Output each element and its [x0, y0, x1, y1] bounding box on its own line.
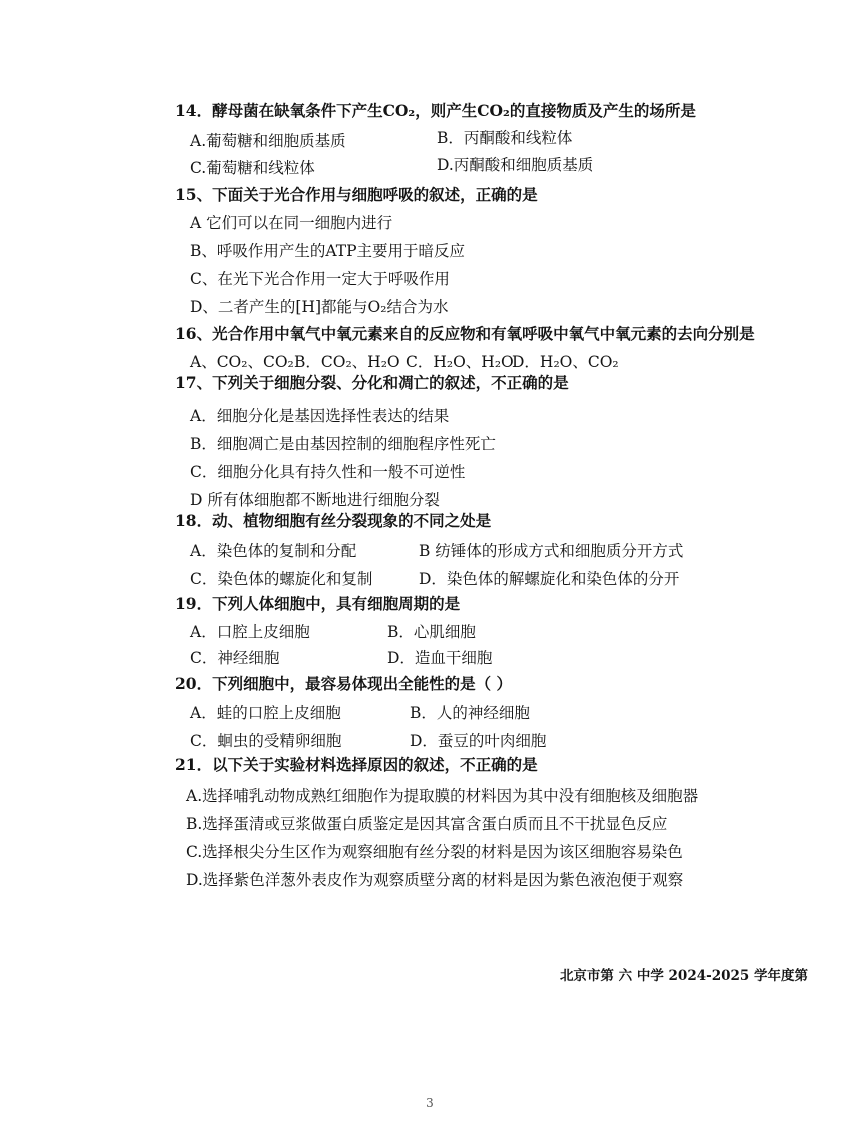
- question-16-option-c: C．H₂O、H₂O: [406, 353, 514, 371]
- question-20-option-a: A．蛙的口腔上皮细胞: [190, 704, 341, 722]
- question-21-stem: 21．以下关于实验材料选择原因的叙述，不正确的是: [175, 755, 538, 774]
- question-19-option-d: D．造血干细胞: [387, 649, 493, 667]
- question-16-stem: 16、光合作用中氧气中氧元素来自的反应物和有氧呼吸中氧气中氧元素的去向分别是: [175, 324, 755, 343]
- question-21-option-a: A.选择哺乳动物成熟红细胞作为提取膜的材料因为其中没有细胞核及细胞器: [186, 787, 699, 805]
- question-17-stem: 17、下列关于细胞分裂、分化和凋亡的叙述，不正确的是: [175, 373, 569, 392]
- question-19-option-b: B．心肌细胞: [387, 623, 476, 641]
- question-17-option-c: C．细胞分化具有持久性和一般不可逆性: [190, 463, 466, 481]
- question-16-option-a: A、CO₂、CO₂: [190, 353, 294, 371]
- question-18-stem: 18．动、植物细胞有丝分裂现象的不同之处是: [175, 511, 492, 530]
- question-16-option-d: D．H₂O、CO₂: [512, 353, 619, 371]
- page-number: 3: [426, 1096, 434, 1110]
- question-14-stem: 14．酵母菌在缺氧条件下产生CO₂，则产生CO₂的直接物质及产生的场所是: [175, 101, 696, 120]
- page-footer: 北京市第 六 中学 2024-2025 学年度第: [559, 968, 808, 984]
- question-17-option-d: D 所有体细胞都不断地进行细胞分裂: [190, 491, 440, 509]
- question-15-stem: 15、下面关于光合作用与细胞呼吸的叙述，正确的是: [175, 185, 538, 204]
- question-21-option-c: C.选择根尖分生区作为观察细胞有丝分裂的材料是因为该区细胞容易染色: [186, 843, 683, 861]
- question-17-option-b: B．细胞凋亡是由基因控制的细胞程序性死亡: [190, 435, 496, 453]
- question-20-option-b: B．人的神经细胞: [410, 704, 530, 722]
- question-16-option-b: B．CO₂、H₂O: [294, 353, 400, 371]
- question-14-option-d: D.丙酮酸和细胞质基质: [437, 156, 594, 174]
- question-18-option-a: A．染色体的复制和分配: [190, 542, 357, 560]
- question-14-option-b: B．丙酮酸和线粒体: [437, 129, 573, 147]
- question-15-option-d: D、二者产生的[H]都能与O₂结合为水: [190, 298, 449, 316]
- question-21-option-d: D.选择紫色洋葱外表皮作为观察质壁分离的材料是因为紫色液泡便于观察: [186, 871, 684, 889]
- question-15-option-c: C、在光下光合作用一定大于呼吸作用: [190, 270, 450, 288]
- question-19-stem: 19．下列人体细胞中，具有细胞周期的是: [175, 594, 461, 613]
- question-15-option-b: B、呼吸作用产生的ATP主要用于暗反应: [190, 242, 466, 260]
- question-15-option-a: A 它们可以在同一细胞内进行: [190, 214, 393, 232]
- question-14-option-a: A.葡萄糖和细胞质基质: [190, 132, 346, 150]
- question-17-option-a: A．细胞分化是基因选择性表达的结果: [190, 407, 450, 425]
- question-20-option-c: C．蛔虫的受精卵细胞: [190, 732, 342, 750]
- question-20-option-d: D．蚕豆的叶肉细胞: [410, 732, 547, 750]
- question-21-option-b: B.选择蛋清或豆浆做蛋白质鉴定是因其富含蛋白质而且不干扰显色反应: [186, 815, 668, 833]
- question-14-option-c: C.葡萄糖和线粒体: [190, 159, 315, 177]
- question-20-stem: 20．下列细胞中，最容易体现出全能性的是（ ）: [175, 674, 512, 693]
- question-18-option-c: C．染色体的螺旋化和复制: [190, 570, 373, 588]
- question-19-option-c: C．神经细胞: [190, 649, 280, 667]
- question-18-option-b: B 纺锤体的形成方式和细胞质分开方式: [419, 542, 684, 560]
- question-19-option-a: A．口腔上皮细胞: [190, 623, 310, 641]
- question-18-option-d: D．染色体的解螺旋化和染色体的分开: [419, 570, 680, 588]
